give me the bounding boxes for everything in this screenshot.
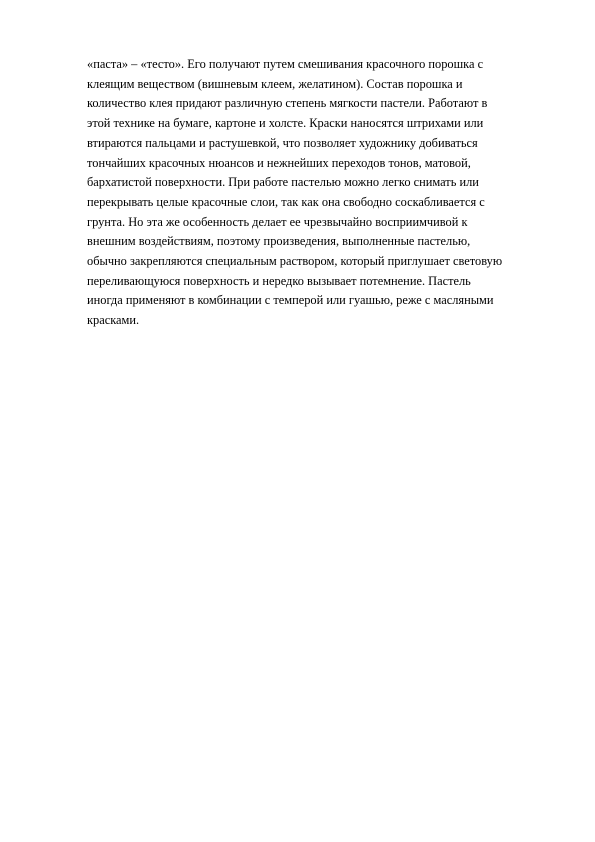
text-line: внешним воздействиям, поэтому произведения, выполненные пастелью, (87, 234, 471, 249)
text-line: количество клея придают различную степень мягкости пастели. Работают в (87, 96, 488, 111)
text-line: грунта. Но эта же особенность делает ее чрезвычайно восприимчивой к (87, 214, 468, 229)
text-line: этой технике на бумаге, картоне и холсте. Краски наносятся штрихами или (87, 116, 484, 131)
text-line: обычно закрепляются специальным раствором, который приглушает световую (87, 254, 503, 269)
text-line: бархатистой поверхности. При работе пастелью можно легко снимать или (87, 175, 479, 190)
text-line: красками. (87, 313, 140, 328)
text-line: иногда применяют в комбинации с темперой или гуашью, реже с масляными (87, 293, 494, 308)
text-line: «паста» – «тесто». Его получают путем смешивания красочного порошка с (87, 57, 484, 71)
text-line: клеящим веществом (вишневым клеем, желатином). Состав порошка и (87, 76, 463, 91)
text-line: переливающуюся поверхность и нередко вызывает потемнение. Пастель (87, 273, 471, 288)
body-paragraph (87, 55, 557, 331)
text-line: перекрывать целые красочные слои, так как она свободно соскабливается с (87, 194, 485, 209)
text-line: втираются пальцами и растушевкой, что позволяет художнику добиваться (87, 135, 478, 150)
text-line: тончайших красочных нюансов и нежнейших переходов тонов, матовой, (87, 155, 471, 170)
